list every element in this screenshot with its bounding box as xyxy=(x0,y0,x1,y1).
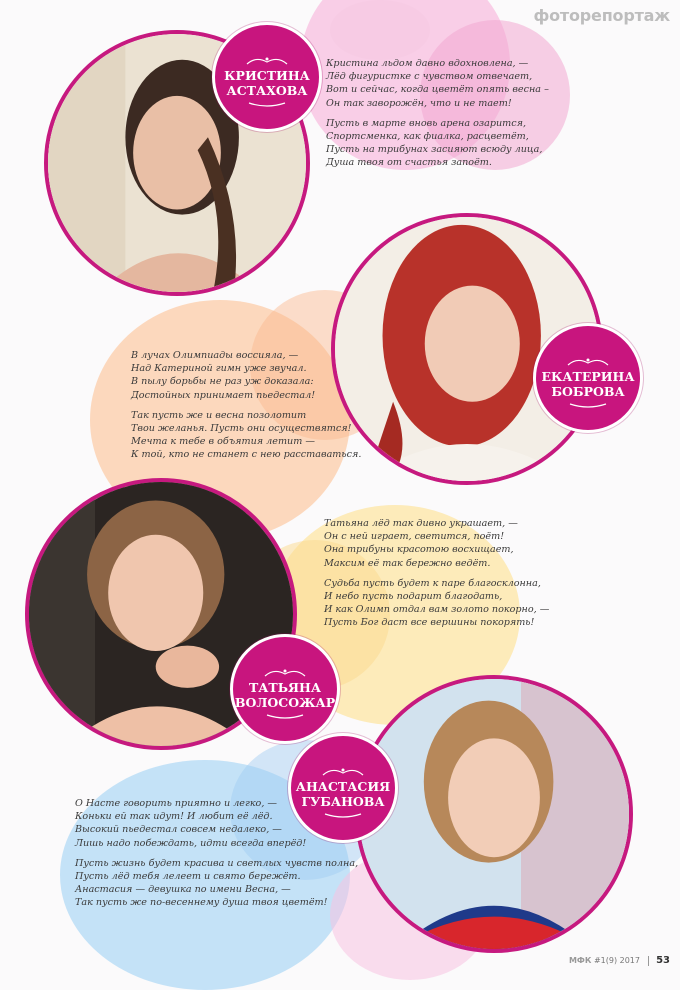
poem-stanza xyxy=(326,117,549,170)
poem-line: К той, кто не станет с нею расставаться. xyxy=(131,449,362,461)
portrait-icon xyxy=(359,679,629,949)
poem-line: Мечта к тебе в объятия летит — xyxy=(131,436,315,448)
name-tag-kristina xyxy=(212,22,322,132)
poem-line: И небо пусть подарит благодать, xyxy=(324,591,503,603)
ornament-icon xyxy=(321,767,365,777)
poem-line: Над Катериной гимн уже звучал. xyxy=(131,363,307,375)
poem-stanza xyxy=(131,349,361,402)
photo-anastasia xyxy=(355,675,633,953)
poem-line: Она трибуны красотою восхищает, xyxy=(324,544,514,556)
poem-line: Судьба пусть будет к паре благосклонна, xyxy=(324,577,541,589)
poem-stanza xyxy=(324,517,549,570)
name-tag-tatiana xyxy=(230,634,340,744)
skater-first-name: КРИСТИНА xyxy=(224,68,310,83)
page-footer xyxy=(569,955,670,966)
poem-stanza xyxy=(131,409,361,462)
skater-first-name: ТАТЬЯНА xyxy=(248,680,322,695)
poem-line: Он с ней играет, светится, поёт! xyxy=(324,531,505,543)
magazine-name: МФК xyxy=(568,956,592,965)
issue-number: #1(9) 2017 xyxy=(593,956,640,965)
skater-last-name: ГУБАНОВА xyxy=(301,794,385,809)
ornament-icon xyxy=(245,56,289,66)
ornament-icon xyxy=(566,357,610,367)
poem-line: Вот и сейчас, когда цветёт опять весна – xyxy=(326,84,549,96)
poem-line: Так пусть же и весна позолотит xyxy=(131,409,307,421)
poem-line: Высокий пьедестал совсем недалеко, — xyxy=(75,824,282,836)
skater-last-name: АСТАХОВА xyxy=(226,83,308,98)
poem-kristina xyxy=(326,57,549,177)
page-number: 53 xyxy=(656,955,670,966)
poem-line: В лучах Олимпиады воссияла, — xyxy=(131,350,299,361)
poem-line: Пусть Бог даст все вершины покорять! xyxy=(324,617,535,629)
poem-line: Достойных принимает пьедестал! xyxy=(131,389,316,401)
name-tag-ekaterina xyxy=(533,323,643,433)
poem-line: Спортсменка, как фиалка, расцветёт, xyxy=(326,131,529,143)
footer-divider xyxy=(648,956,649,966)
poem-stanza xyxy=(75,857,358,910)
skater-first-name: ЕКАТЕРИНА xyxy=(541,369,635,384)
poem-anastasia xyxy=(75,797,358,917)
ornament-icon xyxy=(263,668,307,678)
poem-line: Пусть на трибунах засияют всюду лица, xyxy=(326,144,543,156)
poem-line: О Насте говорить приятно и легко, — xyxy=(75,798,278,809)
skater-last-name: ВОЛОСОЖАР xyxy=(234,695,336,710)
skater-first-name: АНАСТАСИЯ xyxy=(295,779,391,794)
poem-line: Так пусть же по-весеннему душа твоя цветёт! xyxy=(75,897,328,909)
poem-line: Анастасия — девушка по имени Весна, — xyxy=(75,884,291,896)
poem-line: Пусть в марте вновь арена озарится, xyxy=(326,117,527,129)
poem-stanza xyxy=(326,57,549,110)
poem-line: Душа твоя от счастья запоёт. xyxy=(326,157,492,169)
poem-line: Коньки ей так идут! И любит её лёд. xyxy=(75,811,273,823)
ornament-icon xyxy=(568,402,608,408)
poem-line: В пылу борьбы не раз уж доказала: xyxy=(131,376,314,388)
poem-line: Твои желанья. Пусть они осуществятся! xyxy=(131,423,352,435)
poem-line: Максим её так бережно ведёт. xyxy=(324,557,491,569)
skater-last-name: БОБРОВА xyxy=(551,384,625,399)
poem-line: Татьяна лёд так дивно украшает, — xyxy=(324,518,518,529)
poem-stanza xyxy=(75,797,358,850)
poem-line: Пусть лёд тебя лелеет и свято бережёт. xyxy=(75,871,301,883)
ornament-icon xyxy=(265,713,305,719)
decor-bubble-pink-small xyxy=(330,0,430,60)
poem-line: Лёд фигуристке с чувством отвечает, xyxy=(326,71,533,83)
poem-tatiana xyxy=(324,517,549,637)
section-label: фоторепортаж xyxy=(533,6,670,25)
poem-line: И как Олимп отдал вам золото покорно, — xyxy=(324,604,550,616)
poem-line: Пусть жизнь будет красива и светлых чувств полна, xyxy=(75,857,359,869)
poem-line: Лишь надо побеждать, идти всегда вперёд! xyxy=(75,837,307,849)
ornament-icon xyxy=(247,101,287,107)
poem-line: Кристина льдом давно вдохновлена, — xyxy=(326,58,529,69)
poem-line: Он так заворожён, что и не тает! xyxy=(326,97,512,109)
poem-ekaterina xyxy=(131,349,361,469)
poem-stanza xyxy=(324,577,549,630)
